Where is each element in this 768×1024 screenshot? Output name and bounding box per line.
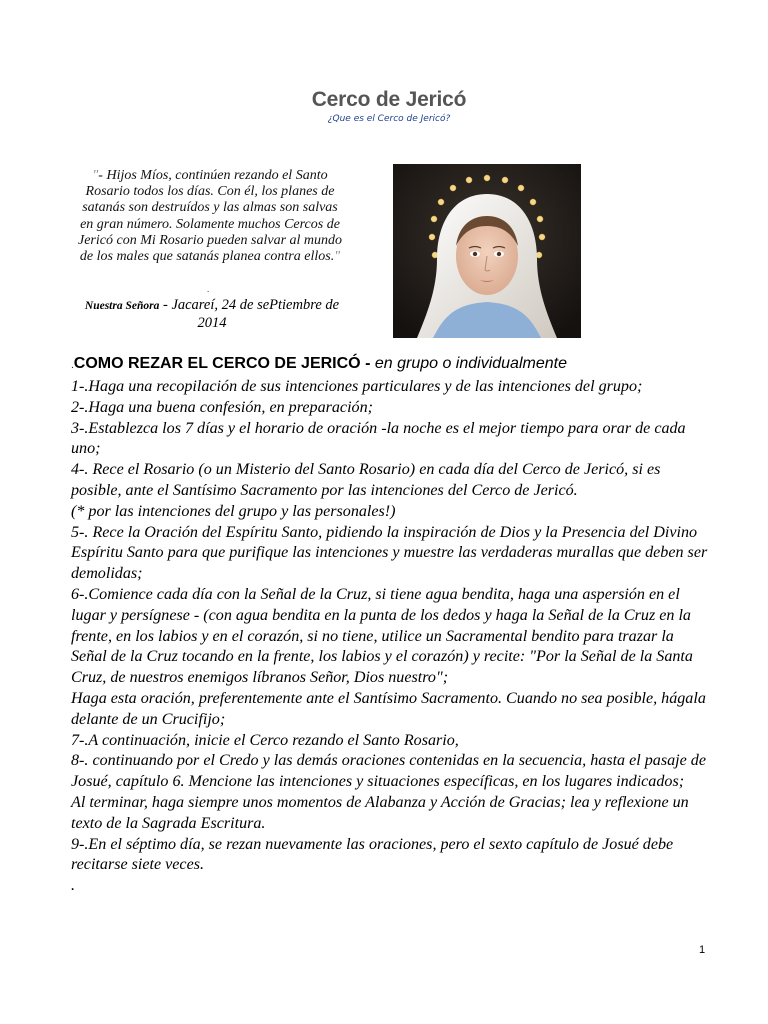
- instruction-paragraph: Al terminar, haga siempre unos momentos de Alabanza y Acción de Gracias; lea y reflexione un texto de la Sagrada Escritura.: [71, 793, 689, 832]
- instruction-list: [71, 377, 711, 897]
- page-subtitle: ¿Que es el Cerco de Jericó?: [327, 114, 451, 124]
- heading-lead-dot: .: [71, 360, 74, 371]
- instruction-paragraph: 2-.Haga una buena confesión, en preparación;: [71, 398, 374, 416]
- portrait-illustration: [393, 164, 581, 338]
- quote-attribution: [80, 297, 344, 332]
- quote-dot: .: [207, 284, 210, 294]
- attribution-where: - Jacareí, 24 de sePtiembre de 2014: [159, 297, 340, 331]
- heading-italic-text: en grupo o individualmente: [374, 355, 567, 372]
- instruction-paragraph: .: [71, 877, 76, 895]
- instruction-paragraph: 8-. continuando por el Credo y las demás oraciones contenidas en la secuencia, hasta el pasaje de Josué, capítulo 6. Mencione las intenciones y situaciones específicas, en los lugares indicados;: [71, 752, 706, 791]
- instruction-paragraph: 4-. Rece el Rosario (o un Misterio del Santo Rosario) en cada día del Cerco de Jericó, si es posible, ante el Santísimo Sacramento por las intenciones del Cerco de Jericó.: [71, 461, 661, 499]
- quote-open-mark: ": [92, 168, 99, 183]
- instruction-paragraph: Haga esta oración, preferentemente ante el Santísimo Sacramento. Cuando no sea posible, hágala delante de un Crucifijo;: [71, 689, 706, 728]
- virgin-mary-portrait-image: [393, 164, 581, 338]
- section-heading: [71, 355, 751, 373]
- instruction-paragraph: (* por las intenciones del grupo y las personales!): [71, 502, 396, 520]
- quote-close-mark: ": [334, 249, 341, 265]
- instruction-paragraph: 9-.En el séptimo día, se rezan nuevamente las oraciones, pero el sexto capítulo de Josué debe recitarse siete veces.: [71, 835, 674, 874]
- quote-block: [78, 168, 342, 265]
- heading-bold-text: COMO REZAR EL CERCO DE JERICÓ -: [73, 355, 375, 372]
- page-number: 1: [699, 944, 706, 956]
- attribution-who: Nuestra Señora: [84, 300, 160, 312]
- page-title: Cerco de Jericó: [311, 88, 467, 111]
- instruction-paragraph: 5-. Rece la Oración del Espíritu Santo, pidiendo la inspiración de Dios y la Presencia del Divino Espíritu Santo para que purifique las intenciones y muestre las verdaderas murallas que deben ser demolidas;: [71, 523, 708, 583]
- instruction-paragraph: 7-.A continuación, inicie el Cerco rezando el Santo Rosario,: [71, 731, 459, 749]
- quote-text: - Hijos Míos, continúen rezando el Santo Rosario todos los días. Con él, los planes de satanás son destruídos y las almas son salvas en gran número. Solamente muchos Cercos de Jericó con Mi Rosario pueden salvar al mundo de los males que satanás planea contra ellos.: [78, 168, 343, 265]
- instruction-paragraph: 6-.Comience cada día con la Señal de la Cruz, si tiene agua bendita, haga una aspersión en el lugar y persígnese - (con agua bendita en la punta de los dedos y haga la Señal de la Cruz en la frente, en los labios y en el corazón, si no tiene, utilice un Sacramental bendito para trazar la Señal de la Cruz tocando en la frente, los labios y el corazón) y recite: "Por la Señal de la Santa Cruz, de nuestros enemigos líbranos Señor, Dios nuestro";: [71, 585, 693, 687]
- instruction-paragraph: 1-.Haga una recopilación de sus intenciones particulares y de las intenciones del grupo;: [71, 378, 643, 395]
- instruction-paragraph: 3-.Establezca los 7 días y el horario de oración -la noche es el mejor tiempo para orar de cada uno;: [71, 419, 686, 458]
